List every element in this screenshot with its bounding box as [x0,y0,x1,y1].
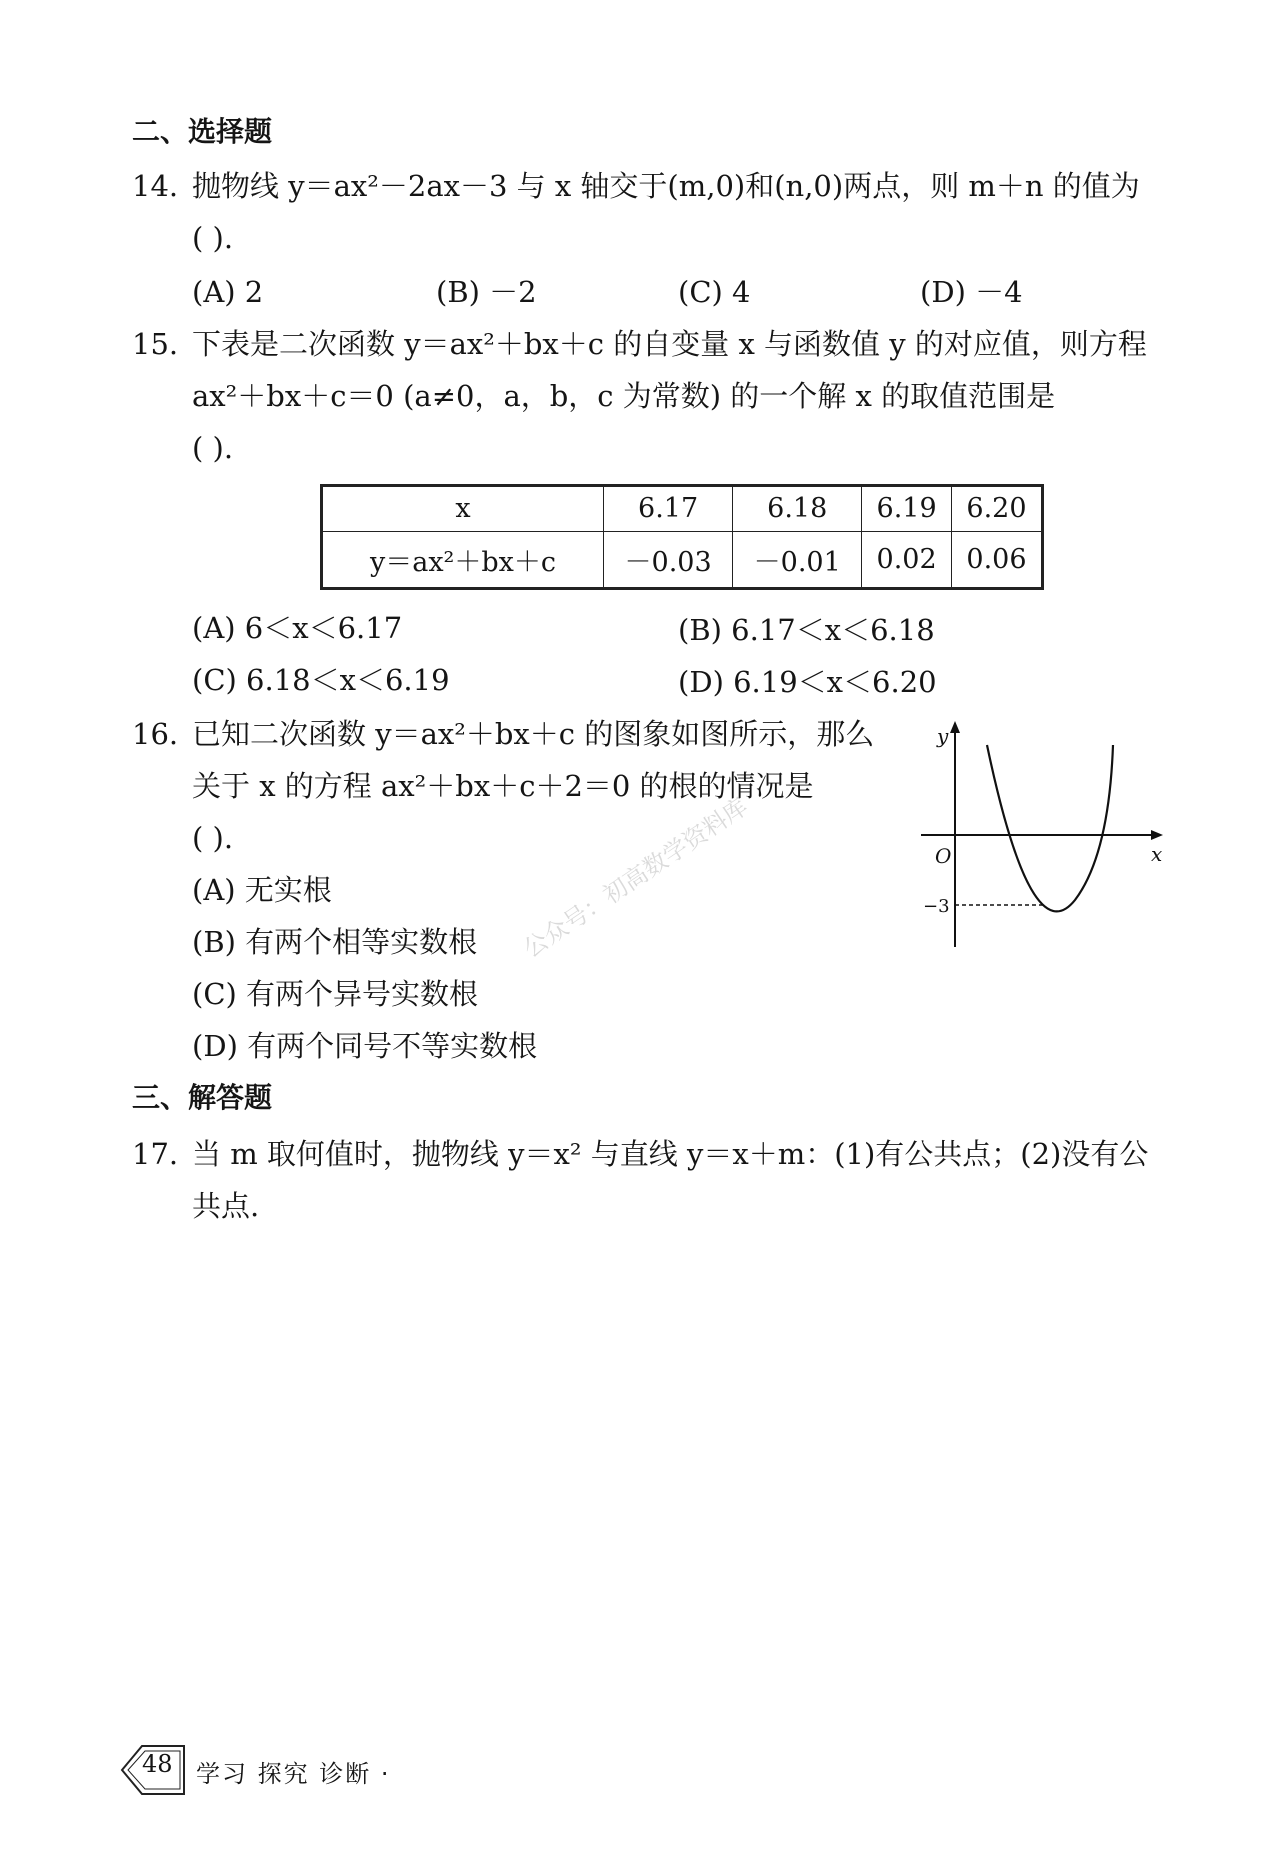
y-axis-arrow-icon [950,721,960,733]
question-17-text-line2: 共点. [192,1189,260,1223]
parabola-curve [987,745,1113,911]
table-cell: 6.19 [862,486,952,532]
table-cell: 6.18 [733,486,862,532]
table-cell: 0.06 [951,531,1042,588]
origin-label: O [935,844,952,868]
section-heading-answer: 三、解答题 [132,1081,273,1114]
question-number-17: 17. [132,1137,179,1171]
table-cell: 6.17 [604,486,733,532]
table-row [322,486,1043,532]
table-cell: y＝ax²＋bx＋c [322,531,604,588]
y-axis-label: y [937,724,949,748]
min-value-label: −3 [923,896,950,917]
question-14-option-b: (B) －2 [436,275,537,309]
parabola-graph [905,715,1175,955]
x-axis-label: x [1151,842,1163,866]
question-16-text-line1: 已知二次函数 y＝ax²＋bx＋c 的图象如图所示，那么 [192,717,875,751]
question-number-14: 14. [132,169,179,203]
watermark-text: 公众号：初高数学资料库 [518,792,753,964]
table-cell: 0.02 [862,531,952,588]
question-14-answer-blank: ( ). [192,221,234,255]
value-table [320,484,1044,590]
table-cell: －0.03 [604,531,733,588]
question-15-option-a: (A) 6＜x＜6.17 [192,611,403,645]
question-16-answer-blank: ( ). [192,821,234,855]
question-16-option-d: (D) 有两个同号不等实数根 [192,1029,538,1063]
question-14-option-d: (D) －4 [920,275,1023,309]
question-17-text-line1: 当 m 取何值时，抛物线 y＝x² 与直线 y＝x＋m：(1)有公共点；(2)没有公 [192,1137,1149,1171]
page-number: 48 [142,1750,173,1778]
question-16-option-b: (B) 有两个相等实数根 [192,925,478,959]
question-15-answer-blank: ( ). [192,431,234,465]
question-15-option-b: (B) 6.17＜x＜6.18 [678,613,935,647]
table-row [322,531,1043,588]
question-number-16: 16. [132,717,179,751]
question-14-option-c: (C) 4 [678,275,751,309]
question-14-option-a: (A) 2 [192,275,264,309]
table-cell: 6.20 [951,486,1042,532]
footer-title: 学习 探究 诊断 · [196,1760,391,1788]
question-16-text-line2: 关于 x 的方程 ax²＋bx＋c＋2＝0 的根的情况是 [192,769,814,803]
question-15-text-line2: ax²＋bx＋c＝0 (a≠0，a，b，c 为常数) 的一个解 x 的取值范围是 [192,379,1056,413]
question-16-option-a: (A) 无实根 [192,873,332,907]
x-axis-arrow-icon [1151,830,1163,840]
table-cell: x [322,486,604,532]
question-14-text-line1: 抛物线 y＝ax²－2ax－3 与 x 轴交于(m,0)和(n,0)两点，则 m＋n 的值为 [192,169,1140,203]
section-heading-choice: 二、选择题 [132,115,273,148]
question-number-15: 15. [132,327,179,361]
question-15-option-d: (D) 6.19＜x＜6.20 [678,665,937,699]
table-cell: －0.01 [733,531,862,588]
question-16-option-c: (C) 有两个异号实数根 [192,977,479,1011]
question-15-option-c: (C) 6.18＜x＜6.19 [192,663,450,697]
question-15-text-line1: 下表是二次函数 y＝ax²＋bx＋c 的自变量 x 与函数值 y 的对应值，则方程 [192,327,1147,361]
